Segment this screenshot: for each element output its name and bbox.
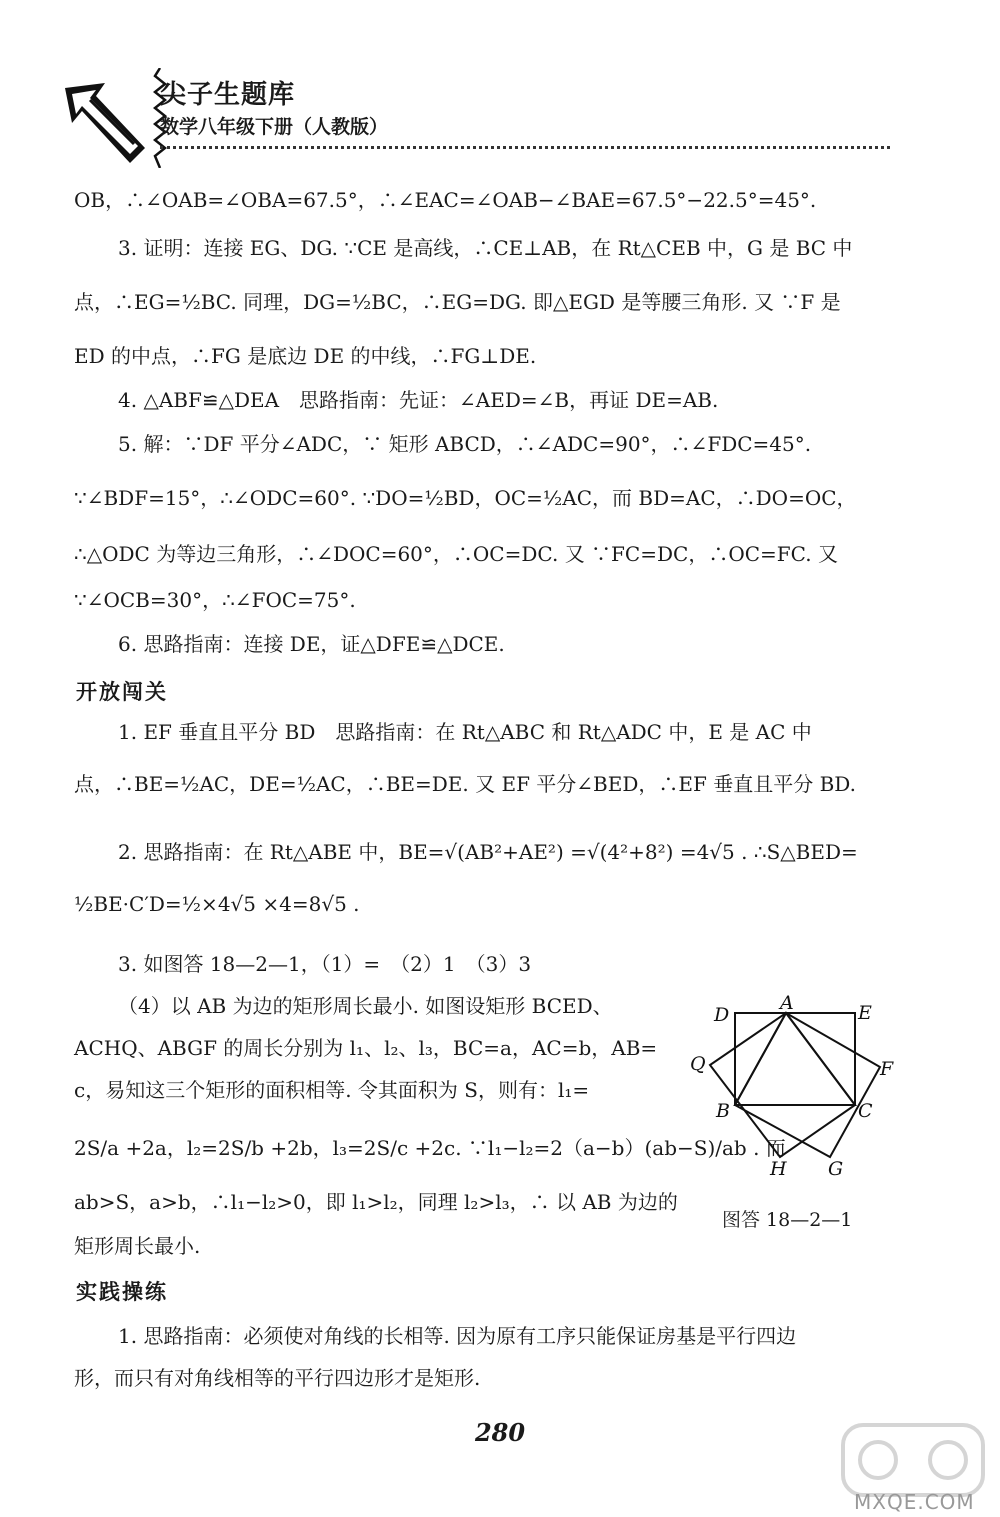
label-a: A (780, 995, 794, 1014)
triangle-abc (735, 1013, 855, 1105)
geometry-figure (690, 995, 910, 1195)
label-e: E (858, 1002, 872, 1024)
text-line: ED 的中点，∴FG 是底边 DE 的中线，∴FG⊥DE. (74, 344, 537, 368)
watermark-logo-icon (838, 1420, 988, 1500)
text-line: 5. 解：∵DF 平分∠ADC，∵ 矩形 ABCD，∴∠ADC=90°，∴∠FDC=45°. (118, 432, 812, 456)
text-line: ACHQ、ABGF 的周长分别为 l₁、l₂、l₃，BC=a，AC=b，AB= (74, 1036, 658, 1060)
header-dotted-rule (160, 146, 890, 149)
text-line: ∵∠BDF=15°，∴∠ODC=60°. ∵DO=½BD，OC=½AC，而 BD=AC，∴DO=OC， (74, 486, 857, 510)
text-line: 3. 证明：连接 EG、DG. ∵CE 是高线，∴CE⊥AB，在 Rt△CEB 中，G 是 BC 中 (118, 236, 853, 260)
text-line: OB，∴∠OAB=∠OBA=67.5°，∴∠EAC=∠OAB−∠BAE=67.5°−22.5°=45°. (74, 188, 817, 212)
text-line: 矩形周长最小. (74, 1234, 201, 1258)
text-line: （4）以 AB 为边的矩形周长最小. 如图设矩形 BCED、 (118, 994, 613, 1018)
watermark-text: MXQE.COM (854, 1490, 975, 1514)
text-line: ∴△ODC 为等边三角形，∴∠DOC=60°，∴OC=DC. 又 ∵FC=DC，∴OC=FC. 又 (74, 542, 838, 566)
section-heading-open: 开放闯关 (76, 680, 168, 704)
arrow-logo-icon (60, 78, 150, 168)
text-line: 4. △ABF≌△DEA 思路指南：先证：∠AED=∠B，再证 DE=AB. (118, 388, 719, 412)
book-subtitle: 数学八年级下册（人教版） (160, 116, 389, 138)
label-g: G (828, 1158, 844, 1180)
text-line: 形，而只有对角线相等的平行四边形才是矩形. (74, 1366, 481, 1390)
rectangle-abgf (735, 1013, 880, 1157)
section-heading-practice: 实践操练 (76, 1280, 168, 1304)
text-line: ∵∠OCB=30°，∴∠FOC=75°. (74, 588, 356, 612)
label-h: H (770, 1158, 787, 1180)
label-d: D (714, 1004, 730, 1026)
text-line: 2. 思路指南：在 Rt△ABE 中，BE=√(AB²+AE²) =√(4²+8²) =4√5 . ∴S△BED= (118, 840, 858, 864)
text-line: 点，∴EG=½BC. 同理，DG=½BC，∴EG=DG. 即△EGD 是等腰三角形. 又 ∵F 是 (74, 290, 841, 314)
series-title: 尖子生题库 (160, 80, 296, 110)
text-line: 1. EF 垂直且平分 BD 思路指南：在 Rt△ABC 和 Rt△ADC 中，E 是 AC 中 (118, 720, 812, 744)
text-line: ½BE·C′D=½×4√5 ×4=8√5 . (74, 892, 360, 916)
text-line: 6. 思路指南：连接 DE，证△DFE≌△DCE. (118, 632, 505, 656)
page-number: 280 (474, 1418, 526, 1447)
rectangle-achq (710, 1013, 855, 1157)
label-f: F (880, 1058, 894, 1080)
text-line: 3. 如图答 18—2—1，（1）= （2）1 （3）3 (118, 952, 532, 976)
text-line: 2S/a +2a，l₂=2S/b +2b，l₃=2S/c +2c. ∵l₁−l₂=2（a−b）(ab−S)/ab . 而 (74, 1136, 786, 1160)
label-q: Q (690, 1053, 706, 1075)
label-c: C (858, 1100, 873, 1122)
text-line: 点，∴BE=½AC，DE=½AC，∴BE=DE. 又 EF 平分∠BED，∴EF 垂直且平分 BD. (74, 772, 856, 796)
rectangle-bced (735, 1013, 855, 1105)
figure-caption: 图答 18—2—1 (722, 1209, 853, 1231)
text-line: c，易知这三个矩形的面积相等. 令其面积为 S，则有：l₁= (74, 1078, 590, 1102)
label-b: B (716, 1100, 730, 1122)
page-header (60, 68, 890, 178)
text-line: 1. 思路指南：必须使对角线的长相等. 因为原有工序只能保证房基是平行四边 (118, 1324, 797, 1348)
text-line: ab>S，a>b，∴l₁−l₂>0，即 l₁>l₂，同理 l₂>l₃，∴ 以 AB 为边的 (74, 1190, 678, 1214)
